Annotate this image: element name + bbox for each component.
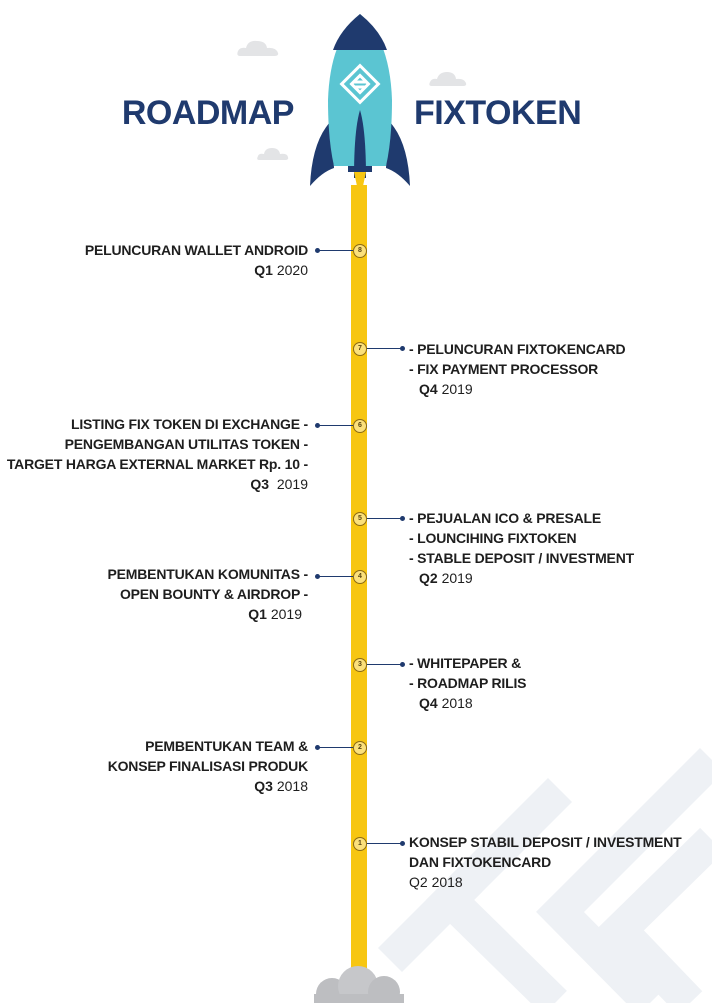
milestone-date: Q1 2020 <box>254 262 308 278</box>
milestone-text: PELUNCURAN WALLET ANDROID <box>84 242 308 258</box>
milestone-marker: 3 <box>353 658 367 672</box>
connector-line <box>318 250 353 251</box>
milestone-2 <box>108 736 308 796</box>
milestone-5 <box>409 508 634 588</box>
connector-line <box>318 425 353 426</box>
milestone-text: LISTING FIX TOKEN DI EXCHANGE - <box>70 416 308 432</box>
milestone-6 <box>7 414 308 494</box>
connector-line <box>367 348 403 349</box>
milestone-7 <box>409 339 625 399</box>
connector-line <box>367 843 403 844</box>
connector-dot <box>400 841 405 846</box>
milestone-date: Q2 2018 <box>409 874 463 890</box>
milestone-text: - WHITEPAPER & <box>409 655 522 671</box>
milestone-text: PEMBENTUKAN TEAM & <box>145 738 308 754</box>
milestone-date: Q3 2019 <box>250 476 308 492</box>
milestone-3 <box>409 653 526 713</box>
title-fixtoken: FIXTOKEN <box>414 94 582 132</box>
milestone-text: OPEN BOUNTY & AIRDROP - <box>119 586 308 602</box>
smoke-cloud-icon <box>300 960 420 1003</box>
milestone-text: KONSEP STABIL DEPOSIT / INVESTMENT <box>409 834 682 850</box>
timeline-pole <box>351 185 367 1003</box>
milestone-text: - PEJUALAN ICO & PRESALE <box>409 510 601 526</box>
title-roadmap: ROADMAP <box>121 94 294 132</box>
connector-dot <box>315 745 320 750</box>
milestone-text: - PELUNCURAN FIXTOKENCARD <box>409 341 626 357</box>
connector-dot <box>315 423 320 428</box>
milestone-date: Q4 2019 <box>419 381 473 397</box>
milestone-text: - FIX PAYMENT PROCESSOR <box>409 361 599 377</box>
milestone-marker: 6 <box>353 419 367 433</box>
cloud-icon <box>236 38 280 58</box>
milestone-marker: 1 <box>353 837 367 851</box>
milestone-marker: 5 <box>353 512 367 526</box>
connector-line <box>318 576 353 577</box>
milestone-marker: 4 <box>353 570 367 584</box>
milestone-text: TARGET HARGA EXTERNAL MARKET Rp. 10 - <box>6 456 308 472</box>
connector-line <box>367 664 403 665</box>
milestone-date: Q1 2019 <box>248 606 302 622</box>
milestone-1 <box>409 832 681 892</box>
connector-dot <box>315 574 320 579</box>
connector-dot <box>400 516 405 521</box>
milestone-text: PENGEMBANGAN UTILITAS TOKEN - <box>64 436 308 452</box>
milestone-text: PEMBENTUKAN KOMUNITAS - <box>107 566 308 582</box>
milestone-date: Q4 2018 <box>419 695 473 711</box>
milestone-text: KONSEP FINALISASI PRODUK <box>107 758 308 774</box>
milestone-4 <box>108 564 308 624</box>
connector-line <box>318 747 353 748</box>
milestone-text: DAN FIXTOKENCARD <box>409 854 551 870</box>
milestone-marker: 8 <box>353 244 367 258</box>
cloud-icon <box>256 146 290 162</box>
milestone-8 <box>85 240 308 280</box>
connector-dot <box>400 346 405 351</box>
milestone-marker: 7 <box>353 342 367 356</box>
rocket-icon <box>304 10 416 202</box>
milestone-text: - LOUNCIHING FIXTOKEN <box>409 530 577 546</box>
milestone-date: Q2 2019 <box>419 570 473 586</box>
connector-dot <box>315 248 320 253</box>
milestone-marker: 2 <box>353 741 367 755</box>
cloud-icon <box>428 70 468 88</box>
connector-line <box>367 518 403 519</box>
connector-dot <box>400 662 405 667</box>
milestone-text: - STABLE DEPOSIT / INVESTMENT <box>409 550 634 566</box>
milestone-date: Q3 2018 <box>254 778 308 794</box>
milestone-text: - ROADMAP RILIS <box>409 675 527 691</box>
